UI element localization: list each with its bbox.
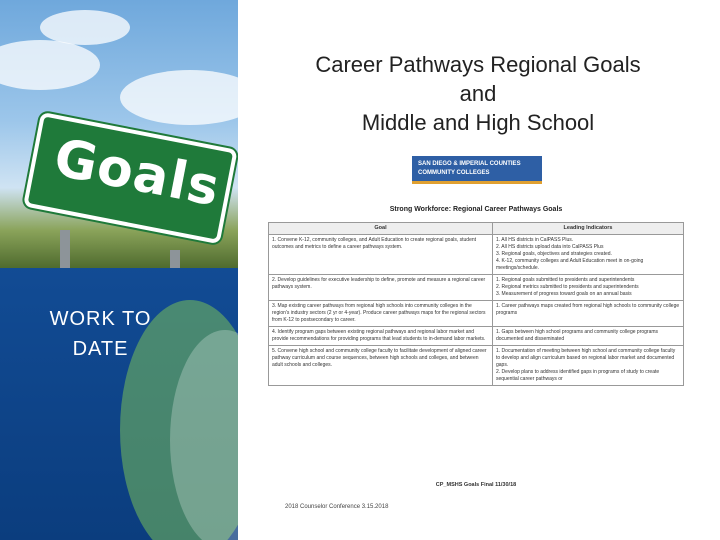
indicator-item: 1. Career pathways maps created from regional high schools to community college programs xyxy=(496,303,680,316)
goals-table xyxy=(268,222,684,386)
indicators-cell xyxy=(493,275,684,301)
indicators-cell xyxy=(493,301,684,327)
header-goal: Goal xyxy=(269,223,493,235)
document-footer: CP_MSHS Goals Final 11/30/18 xyxy=(435,482,517,488)
goal-cell: 1. Convene K-12, community colleges, and Adult Education to create regional goals, student outcomes and metrics to define a career pathways system. xyxy=(269,235,493,275)
indicator-item: 2. Develop plans to address identified gaps in programs of study to create sequential career pathways or xyxy=(496,369,660,382)
side-label-line-2: DATE xyxy=(72,338,129,360)
community-colleges-logo xyxy=(412,156,542,184)
indicator-item: 3. Measurement of progress toward goals on an annual basis xyxy=(496,291,632,297)
work-to-date-label xyxy=(28,304,173,364)
indicator-item: 2. Regional metrics submitted to presidents and superintendents xyxy=(496,284,639,290)
goal-cell: 3. Map existing career pathways from regional high schools into community colleges in the region's industry sectors (2 yr or 4-year). Produce career pathways maps for the regional sectors from K-12 to postsecondary to career. xyxy=(269,301,493,327)
logo-line-2: COMMUNITY COLLEGES xyxy=(418,170,490,176)
title-line-3: Middle and High School xyxy=(361,110,595,135)
goals-document-image xyxy=(262,150,690,515)
table-row xyxy=(269,346,684,386)
indicator-item: 1. Regional goals submitted to presidents and superintendents xyxy=(496,277,635,283)
goal-cell: 5. Convene high school and community college faculty to facilitate development of aligned career pathway curriculum and course sequences, between high schools and colleges, and between adult schools and colleges. xyxy=(269,346,493,386)
indicator-item: 4. K-12, community colleges and Adult Education meet in on-going meetings/schedule. xyxy=(496,258,644,271)
table-row xyxy=(269,301,684,327)
conference-credit: 2018 Counselor Conference 3.15.2018 xyxy=(285,504,389,510)
indicator-item: 1. Gaps between high school programs and community college programs documented and disseminated xyxy=(496,329,659,342)
logo-line-1: SAN DIEGO & IMPERIAL COUNTIES xyxy=(418,161,521,167)
goal-cell: 2. Develop guidelines for executive leadership to define, promote and measure a regional career pathways system. xyxy=(269,275,493,301)
goals-sign-photo xyxy=(0,0,238,268)
table-row xyxy=(269,327,684,346)
sign-text: Goals xyxy=(49,127,225,219)
document-title: Strong Workforce: Regional Career Pathways Goals xyxy=(389,206,563,213)
goals-sign xyxy=(23,112,238,244)
title-line-1: Career Pathways Regional Goals xyxy=(315,52,641,77)
title-line-2: and xyxy=(459,81,497,106)
indicator-item: 3. Regional goals, objectives and strategies created. xyxy=(496,251,612,257)
indicator-item: 2. All HS districts upload data into CalPASS Plus xyxy=(496,244,604,250)
indicators-cell xyxy=(493,327,684,346)
side-label-line-1: WORK TO xyxy=(49,308,152,330)
indicators-cell xyxy=(493,346,684,386)
indicators-cell xyxy=(493,235,684,275)
indicator-item: 1. All HS districts in CalPASS Plus. xyxy=(496,237,574,243)
table-row xyxy=(269,235,684,275)
indicator-item: 1. Documentation of meeting between high school and community college faculty to develop and align curriculum based on regional labor market and documented gaps. xyxy=(496,348,676,368)
table-row xyxy=(269,275,684,301)
header-indicators: Leading Indicators xyxy=(493,223,684,235)
slide-title xyxy=(258,50,698,137)
goal-cell: 4. Identify program gaps between existing regional pathways and regional labor market and provide recommendations for providing programs that lead students to in-demand labor markets. xyxy=(269,327,493,346)
left-panel xyxy=(0,0,238,540)
